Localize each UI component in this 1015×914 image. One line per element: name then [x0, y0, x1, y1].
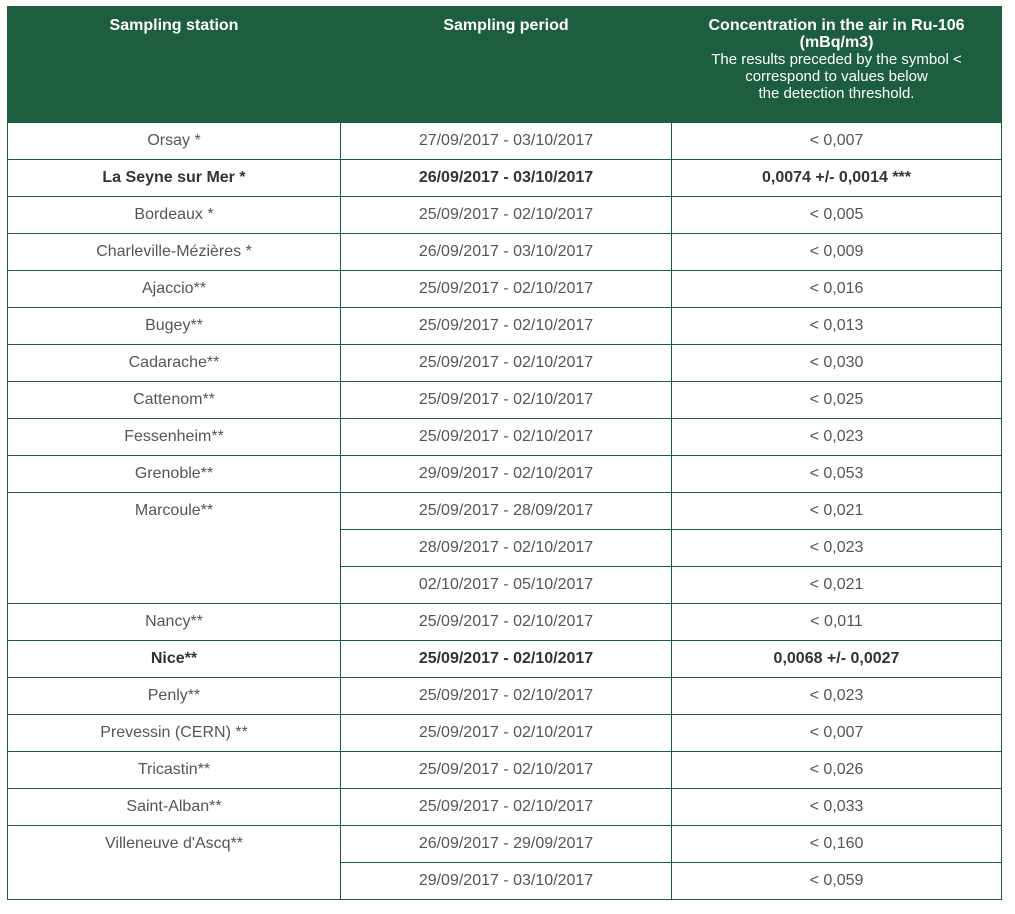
value-cell: < 0,005	[672, 197, 1002, 234]
value-cell: < 0,021	[672, 493, 1002, 530]
value-cell: < 0,160	[672, 826, 1002, 863]
station-cell: Fessenheim**	[8, 419, 341, 456]
station-cell: Bugey**	[8, 308, 341, 345]
station-cell: Cattenom**	[8, 382, 341, 419]
period-cell: 25/09/2017 - 02/10/2017	[341, 308, 672, 345]
period-cell: 02/10/2017 - 05/10/2017	[341, 567, 672, 604]
table-row	[8, 641, 1002, 678]
value-cell: < 0,021	[672, 567, 1002, 604]
station-cell: Nice**	[8, 641, 341, 678]
period-cell: 29/09/2017 - 02/10/2017	[341, 456, 672, 493]
period-cell: 25/09/2017 - 02/10/2017	[341, 678, 672, 715]
value-cell: < 0,007	[672, 123, 1002, 160]
period-cell: 25/09/2017 - 02/10/2017	[341, 345, 672, 382]
period-cell: 25/09/2017 - 02/10/2017	[341, 271, 672, 308]
period-cell: 25/09/2017 - 02/10/2017	[341, 789, 672, 826]
period-cell: 25/09/2017 - 02/10/2017	[341, 419, 672, 456]
station-cell: Cadarache**	[8, 345, 341, 382]
period-cell: 25/09/2017 - 02/10/2017	[341, 197, 672, 234]
table-row	[8, 493, 1002, 530]
station-cell: Prevessin (CERN) **	[8, 715, 341, 752]
header-concentration-unit: (mBq/m3)	[799, 34, 874, 51]
period-cell: 28/09/2017 - 02/10/2017	[341, 530, 672, 567]
period-cell: 25/09/2017 - 02/10/2017	[341, 715, 672, 752]
header-note-line1: The results preceded by the symbol <	[711, 51, 962, 68]
period-cell: 25/09/2017 - 02/10/2017	[341, 382, 672, 419]
header-concentration	[672, 7, 1002, 123]
value-cell: < 0,023	[672, 419, 1002, 456]
table-row	[8, 197, 1002, 234]
value-cell: < 0,011	[672, 604, 1002, 641]
period-cell: 25/09/2017 - 02/10/2017	[341, 604, 672, 641]
table-row	[8, 715, 1002, 752]
value-cell: 0,0068 +/- 0,0027	[672, 641, 1002, 678]
period-cell: 25/09/2017 - 28/09/2017	[341, 493, 672, 530]
station-cell: Penly**	[8, 678, 341, 715]
period-cell: 29/09/2017 - 03/10/2017	[341, 863, 672, 900]
table-row	[8, 419, 1002, 456]
table-row	[8, 678, 1002, 715]
table-row	[8, 234, 1002, 271]
table-row	[8, 382, 1002, 419]
value-cell: < 0,016	[672, 271, 1002, 308]
value-cell: < 0,059	[672, 863, 1002, 900]
header-note-line3: the detection threshold.	[758, 85, 915, 102]
header-sampling-station: Sampling station	[8, 7, 341, 123]
header-concentration-title: Concentration in the air in Ru-106	[708, 17, 965, 34]
table-row	[8, 456, 1002, 493]
table-header-row	[8, 7, 1002, 123]
table-row	[8, 308, 1002, 345]
value-cell: < 0,023	[672, 678, 1002, 715]
ru106-concentration-table	[7, 6, 1002, 900]
value-cell: < 0,007	[672, 715, 1002, 752]
value-cell: < 0,013	[672, 308, 1002, 345]
table-row	[8, 789, 1002, 826]
station-cell: Marcoule**	[8, 493, 341, 604]
table-row	[8, 604, 1002, 641]
value-cell: < 0,023	[672, 530, 1002, 567]
period-cell: 26/09/2017 - 03/10/2017	[341, 160, 672, 197]
table-row	[8, 271, 1002, 308]
period-cell: 25/09/2017 - 02/10/2017	[341, 641, 672, 678]
station-cell: Grenoble**	[8, 456, 341, 493]
period-cell: 26/09/2017 - 29/09/2017	[341, 826, 672, 863]
station-cell: Ajaccio**	[8, 271, 341, 308]
station-cell: Charleville-Mézières *	[8, 234, 341, 271]
station-cell: La Seyne sur Mer *	[8, 160, 341, 197]
period-cell: 25/09/2017 - 02/10/2017	[341, 752, 672, 789]
header-sampling-period: Sampling period	[341, 7, 672, 123]
value-cell: < 0,053	[672, 456, 1002, 493]
table-row	[8, 826, 1002, 863]
station-cell: Villeneuve d'Ascq**	[8, 826, 341, 900]
table-row	[8, 752, 1002, 789]
value-cell: < 0,025	[672, 382, 1002, 419]
value-cell: < 0,026	[672, 752, 1002, 789]
period-cell: 27/09/2017 - 03/10/2017	[341, 123, 672, 160]
header-note-line2: correspond to values below	[745, 68, 928, 85]
station-cell: Bordeaux *	[8, 197, 341, 234]
station-cell: Tricastin**	[8, 752, 341, 789]
station-cell: Nancy**	[8, 604, 341, 641]
period-cell: 26/09/2017 - 03/10/2017	[341, 234, 672, 271]
station-cell: Orsay *	[8, 123, 341, 160]
table-row	[8, 123, 1002, 160]
table-row	[8, 345, 1002, 382]
value-cell: < 0,009	[672, 234, 1002, 271]
table-row	[8, 160, 1002, 197]
value-cell: 0,0074 +/- 0,0014 ***	[672, 160, 1002, 197]
value-cell: < 0,030	[672, 345, 1002, 382]
value-cell: < 0,033	[672, 789, 1002, 826]
station-cell: Saint-Alban**	[8, 789, 341, 826]
